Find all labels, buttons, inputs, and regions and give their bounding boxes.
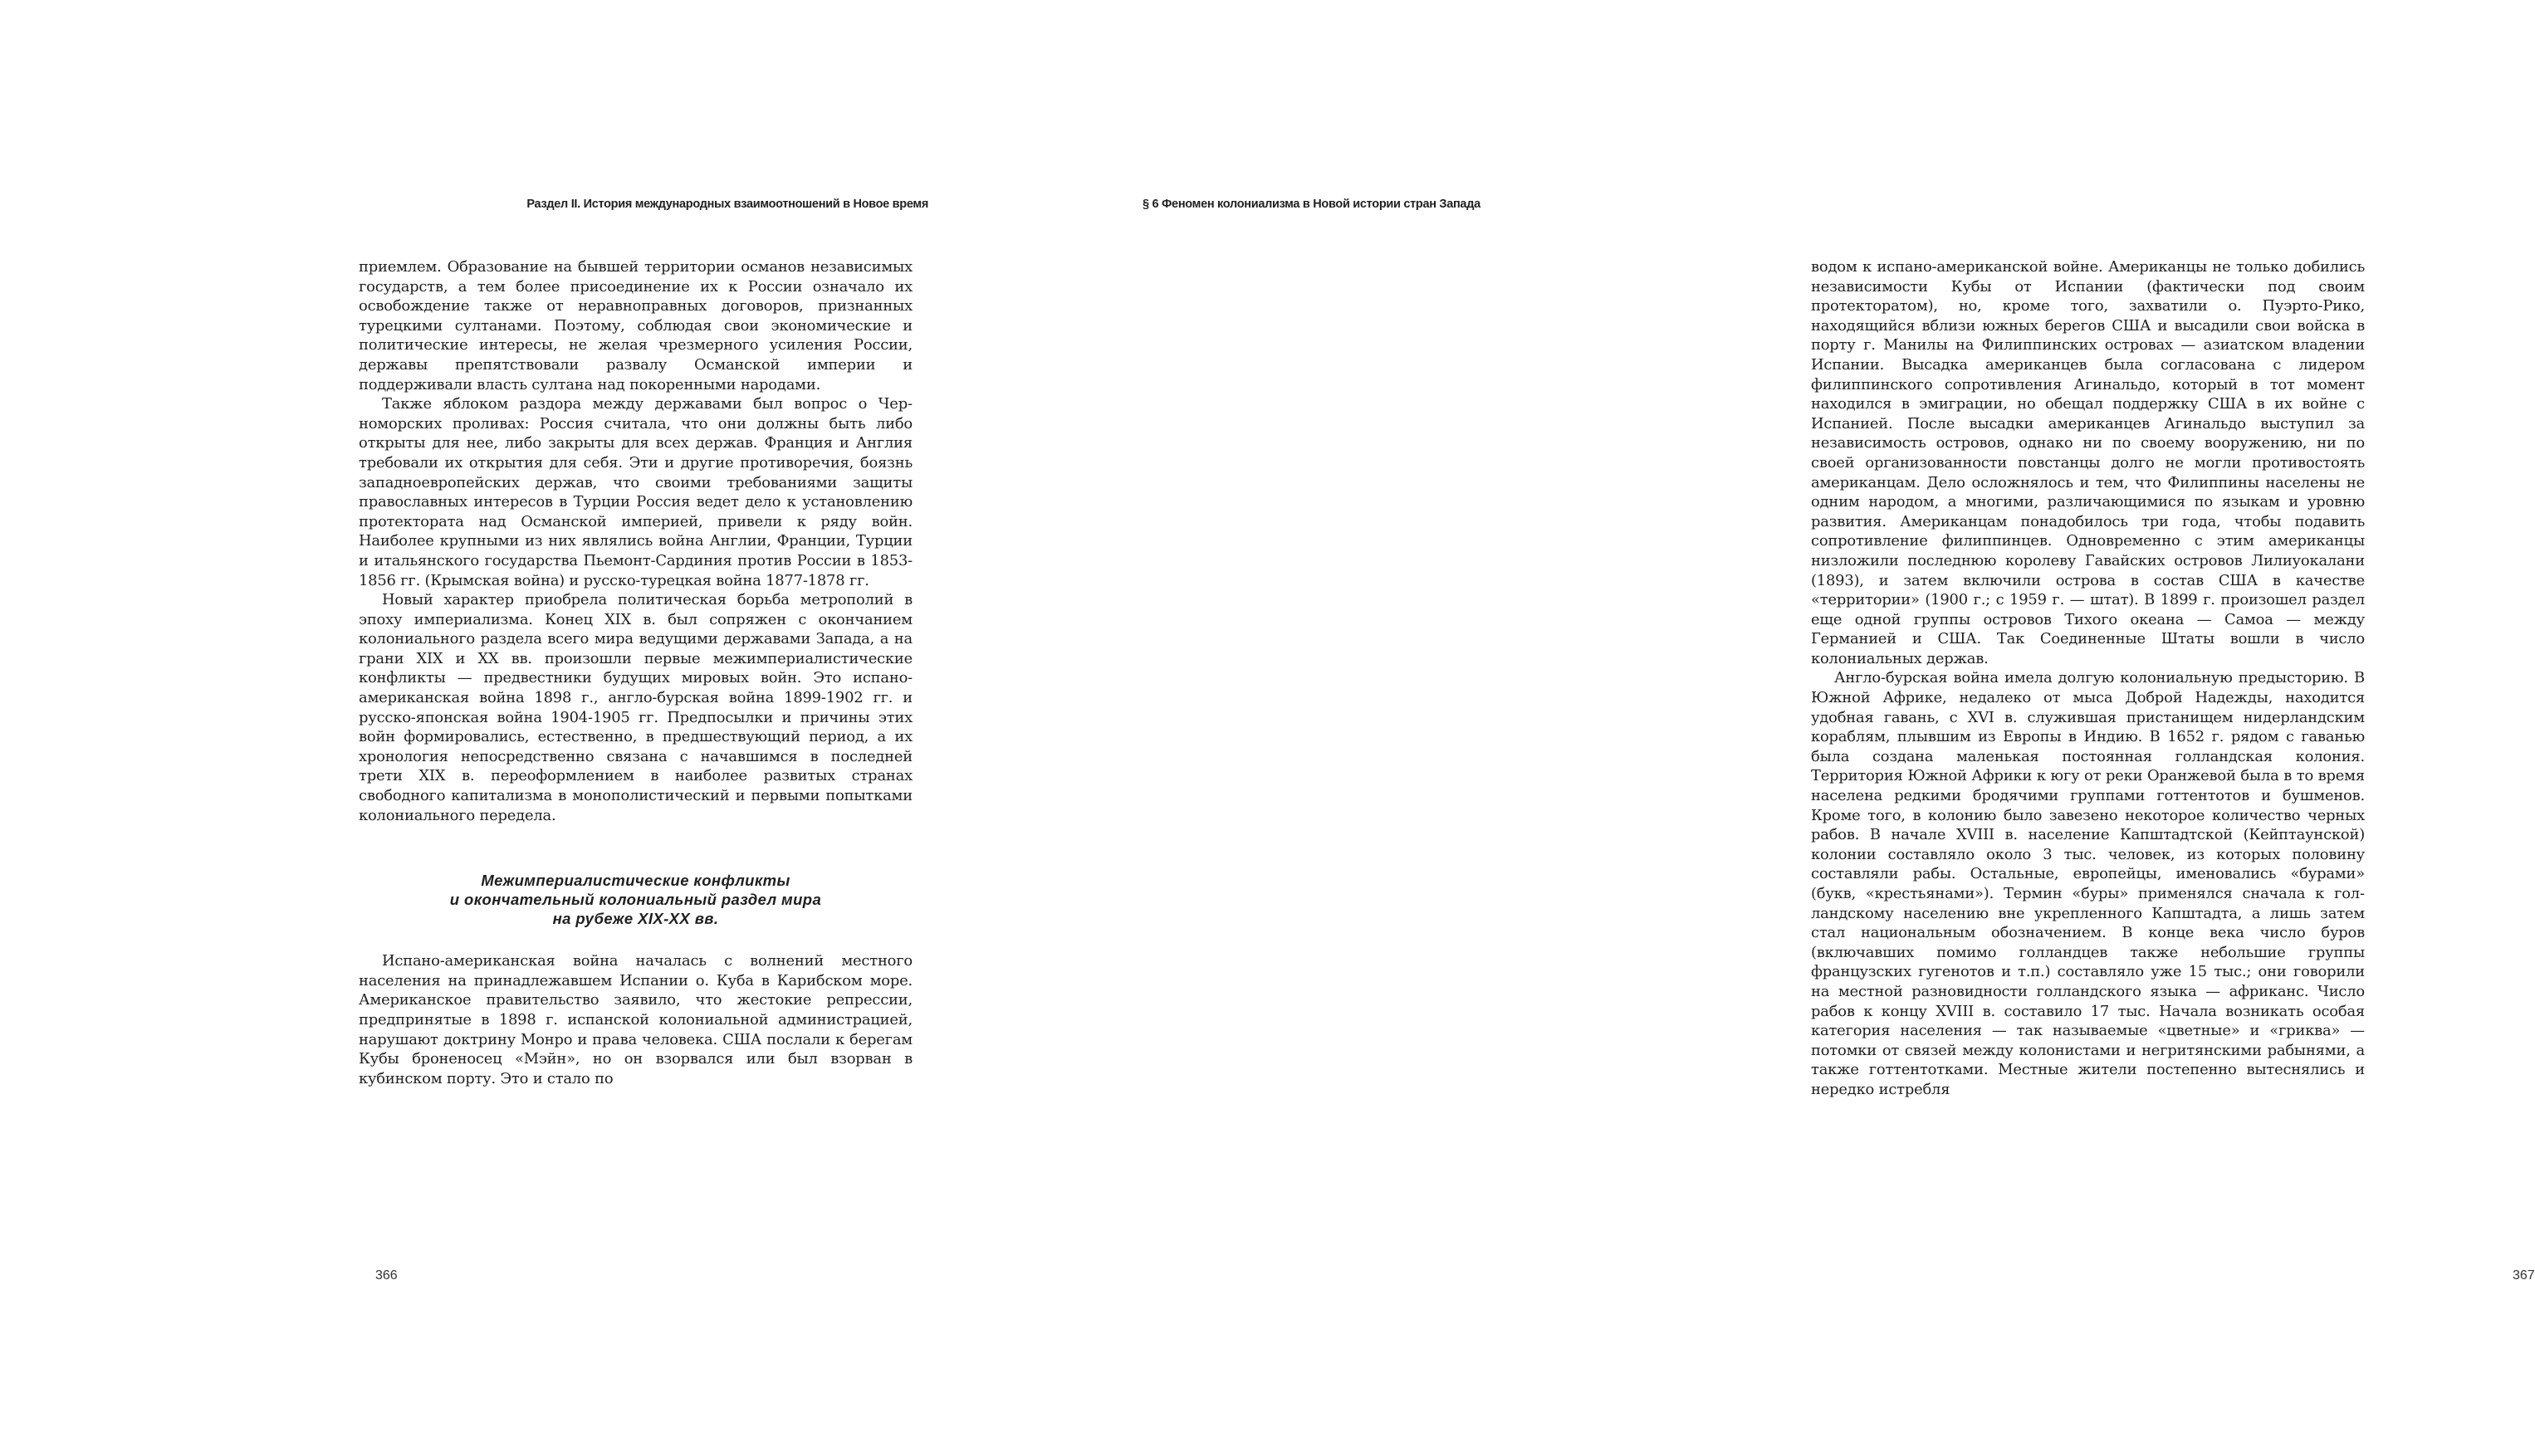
section-heading-line: на рубеже XIX-XX вв.	[552, 910, 719, 928]
paragraph: Также яблоком раздора между державами был вопрос о Черноморских проливах: Россия считала, что они должны быть либо открыты для нее, либо закрыты для всех держав. Франция и Англия требовали их открытия для себя. Эти и другие противоречия, боязнь западноевропейских держав, что своими требованиями защиты православных интересов в Турции Россия ведет дело к установлению протектората над Османской империей, привели к ряду войн. Наиболее крупными из них являлись война Англии, Франции, Турции и итальянского государства Пьемонт-Сардиния против России в 1853-1856 гг. (Крымская война) и русско-турецкая война 1877-1878 гг.	[359, 395, 913, 589]
page-number: 366	[375, 1268, 398, 1283]
paragraph: Испано-американская война началась с волнений местного населения на принадлежавшем Испании о. Куба в Карибском море. Американское правительство заявило, что жестокие репрессии, предпринятые в 1898 г. испанской колониальной администрацией, нарушают доктрину Монро и права человека. США послали к берегам Кубы броненосец «Мэйн», но он взорвался или был взорван в кубинском порту. Это и стало по	[359, 952, 913, 1087]
text-column	[359, 257, 913, 1088]
page-number: 367	[2513, 1268, 2535, 1283]
section-heading-line: Межимпериалистические конфликты	[481, 872, 790, 890]
section-heading-line: и окончательный колониальный раздел мира	[449, 891, 822, 909]
right-page	[1030, 0, 2535, 1456]
section-heading	[359, 871, 913, 928]
running-header: § 6 Феномен колониализма в Новой истории стран Запада	[1143, 198, 1480, 211]
paragraph: Англо-бурская война имела долгую колониальную предысторию. В Южной Африке, недалеко от мыса Доброй Надежды, находится удобная гавань, с XVI в. служившая пристанищем нидерландским кораблям, плывшим из Европы в Индию. В 1652 г. рядом с гаванью была создана маленькая постоянная голландская колония. Территория Южной Африки к югу от реки Оранжевой была в то время населена редкими бродячими группами готтентотов и бушменов. Кроме того, в колонию было завезено некоторое количество черных рабов. В начале XVIII в. население Капштадтской (Кейптаунской) колонии составляло около 3 тыс. человек, из которых половину составляли рабы. Остальные, европейцы, именовались «бурами» (букв, «крестьянами»). Термин «буры» применялся сначала к голландскому населению вне укрепленного Капштадта, а лишь затем стал национальным обозначением. В конце века число буров (включавших помимо голландцев также небольшие группы французских гугенотов и т.п.) составляло уже 15 тыс.; они говорили на местной разновидности голландского языка — африканс. Число рабов к концу XVIII в. составило 17 тыс. Начала возникать особая категория населения — так называемые «цветные» и «гриква» — потомки от связей между колонистами и негритянскими рабынями, а также готтентотками. Местные жители постепенно вытеснялись и нередко истребля	[1811, 669, 2365, 1098]
paragraph: водом к испано-американской войне. Американцы не только добились независимости Кубы от Испании (фактически под своим протекторатом), но, кроме того, захватили о. Пуэрто-Рико, находящийся вблизи южных берегов США и высадили свои войска в порту г. Манилы на Филиппинских островах — азиатском владении Испании. Высадка американцев была согласована с лидером филиппинского сопротивления Агинальдо, который в тот момент находился в эмиграции, но обещал поддержку США в их войне с Испанией. После высадки американцев Агинальдо выступил за независимость островов, однако ни по своему вооружению, ни по своей организованности повстанцы долго не могли противостоять американцам. Дело осложнялось и тем, что Филиппины населены не одним народом, а многими, различающимися по языкам и уровню развития. Американцам понадобилось три года, чтобы подавить сопротивление филиппинцев. Одновременно с этим американцы низложили последнюю королеву Гавайских островов Лилиуокалани (1893), и затем включили острова в состав США в качестве «территории» (1900 г.; с 1959 г. — штат). В 1899 г. произошел раздел еще одной группы островов Тихого океана — Самоа — между Германией и США. Так Соединенные Штаты вошли в число колониальных держав.	[1811, 258, 2365, 667]
paragraph: Новый характер приобрела политическая борьба метрополий в эпоху империализма. Конец XIX в. был сопряжен с окончанием колониального раздела всего мира ведущими державами Запада, а на грани XIX и XX вв. произошли первые межимпериалистические конфликты — предвестники будущих мировых войн. Это испано-американская война 1898 г., англо-бурская война 1899-1902 гг. и русско-японская война 1904-1905 гг. Предпосылки и причины этих войн формировались, естественно, в предшествующий период, а их хронология непосредственно связана с начавшимся в последней трети XIX в. переоформлением в наиболее развитых странах свободного капитализма в монополистический и первыми попытками колониального передела.	[359, 591, 913, 824]
text-column	[1811, 257, 2365, 1100]
running-header: Раздел II. История международных взаимоотношений в Новое время	[526, 198, 928, 211]
paragraph: приемлем. Образование на бывшей территории османов независимых государств, а тем более присоединение их к России означало их освобождение также от неравноправных договоров, признанных турецкими султанами. Поэтому, соблюдая свои экономические и политические интересы, не желая чрезмерного усиления России, державы препятствовали развалу Османской империи и поддерживали власть султана над покоренными народами.	[359, 258, 913, 393]
left-page	[0, 0, 1030, 1456]
